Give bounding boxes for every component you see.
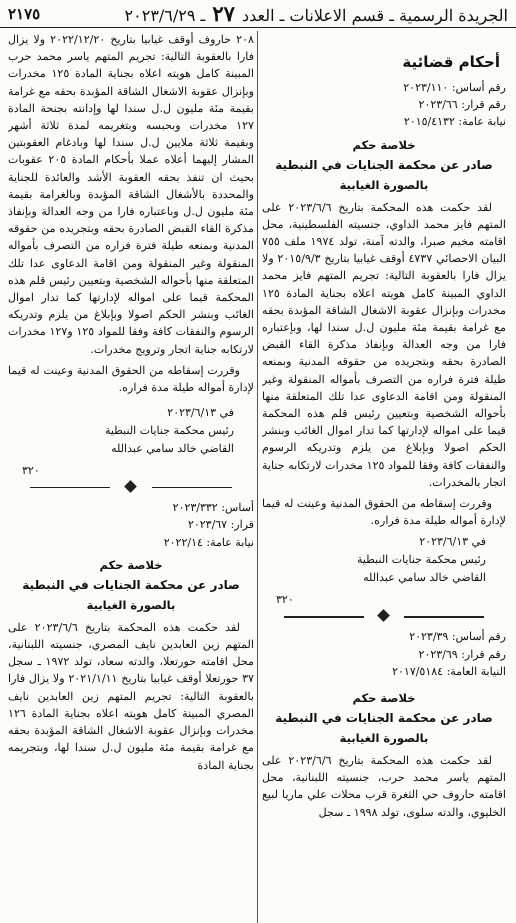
case1-heading-summary: خلاصة حكم [352,137,416,152]
case3-ref-number: ٣٢٠ [22,464,40,478]
header-title: الجريدة الرسمية ـ قسم الاعلانات ـ العدد [242,5,508,25]
case1-heading-mode: بالصورة الغيابية [339,177,429,192]
case1-date: في ٢٠٢٣/٦/١٣ [419,535,486,549]
case2-heading-mode: بالصورة الغيابية [86,597,176,612]
case3-date: في ٢٠٢٣/٦/١٣ [167,406,234,420]
case1-body: لقد حكمت هذه المحكمة بتاريخ ٢٠٢٣/٦/٦ على المتهم فايز محمد الداوي، جنسيته الفلسطينية، محل اقامته مخيم صبرا، والدته آمنة، تولد ١٩٧٤ ملف ٧٥٥ البيان الاحصائي ٤٧٣٧ أوقف غيابيا بتاريخ ٢٠١٥/٩/٣ ولا يزال فارا بالعقوبة التالية: تجريم المتهم فايز محمد الداوي المبينة كامل هويته اعلاه بجناية المادة ١٢٥ مخدرات وبإنزال عقوبة الاشغال الشاقة المؤبدة بحقه مع غرامة بقيمة مئة مليون ل.ل سندا لها، وبإعتباره فارا من وجه العدالة وبإنفاذ مذكرة القاء القبض الصادرة بحقه وبتجريده من حقوقه المدنية وبمنعه طيلة فترة فراره من التصرف بأمواله المنقولة وغير المنقولة ومن اقامة الدعاوى عدا تلك المتعلقة منها بأحواله الشخصية وبتعيين رئيس قلم هذه المحكمة قيما على امواله لإدارتها كما تدار اموال الغائب وبنشر الحكم اصولا وبإبلاغ من يلزم وتدريكه الرسوم والنفقات كافة وفقا للمواد ١٢٥ مخدرات لارتكابه جناية اتجار بالمخدرات. [262,200,506,489]
page-number: ٢١٧٥ [8,4,41,23]
page-header [0,0,516,28]
section-title: أحكام قضائية [402,53,500,71]
case3-decision: رقم قرار: ٢٠٢٣/٦٩ [418,647,506,661]
case2-prosecution: نيابة عامة: ٢٠٢٢/١٤ [163,535,254,549]
columns [0,31,516,923]
case1-signer-name: القاضي خالد سامي عبدالله [363,571,486,585]
case3-signer-name: القاضي خالد سامي عبدالله [111,442,234,456]
case2-basis: أساس: ٢٠٢٣/٣٣٢ [172,501,254,515]
case3-basis: رقم أساس: ٢٠٢٣/٣٩ [409,630,506,644]
case3-signer-title: رئيس محكمة جنايات النبطية [104,424,234,438]
case3-heading-mode: بالصورة الغيابية [339,731,429,746]
case2-meta [8,499,254,551]
case1-basis: رقم أساس: ٢٠٢٣/١١٠ [403,81,506,94]
case3-body: لقد حكمت هذه المحكمة بتاريخ ٢٠٢٣/٦/٦ على المتهم ياسر محمد حرب، جنسيته اللبنانية، محل اقامته حاروف حي الثغرة قرب محلات علي ماريا لبيع الخليوي، والدته سلوى، تولد ١٩٩٨ ـ سجل [262,754,506,819]
issue-number: ٢٧ [212,0,235,26]
case2-decision: قرار: ٢٠٢٣/٦٧ [187,518,254,532]
case3-prosecution: النيابة العامة: ٢٠١٧/٥١٨٤ [392,664,506,678]
case3-meta [262,628,506,680]
case1-ref-number: ٣٢٠ [276,593,294,607]
issue-date: ـ ٢٠٢٣/٦/٢٩ [124,5,206,25]
case3-continuation: ٢٠٨ حاروف أوقف غيابيا بتاريخ ٢٠٢٢/١٢/٢٠ ولا يزال فارا بالعقوبة التالية: تجريم المتهم ياسر محمد حرب المبينة كامل هويته اعلاه بجناية المادة ١٢٥ مخدرات وبإنزال عقوبة الاشغال الشاقة المؤبدة بحقه مع غرامة بقيمة مئة مليون ل.ل سندا لها وإدانته بجنحة المادة ١٢٧ مخدرات وبحبسه وبتغريمه لمدة ثلاثة أشهر وبقيمة ثلاثة ملايين ل.ل سندا لها وبادغام العقوبتين المشار إليهما أعلاه عملا بأحكام المادة ٢٠٥ عقوبات بحيث ان تنفذ بحقه العقوبة الأشد والعائدة للجناية والمحددة بالأشغال الشاقة المؤبدة وبالغرامة بقيمة مئة مليون ل.ل وباعتباره فارا من وجه العدالة وبإنفاذ مذكرة القاء القبض الصادرة بحقه وبتجريده من حقوقه المدنية وبمنعه طيلة فترة فراره من التصرف بأمواله المنقولة وغير المنقولة ومن اقامة الدعاوى عدا تلك المتعلقة منها بأحواله الشخصية وبتعيين رئيس قلم هذه المحكمة قيما على امواله لإدارتها كما تدار اموال الغائب وبنشر الحكم اصولا وبإبلاغ من يلزم وتدريكه الرسوم والنفقات كافة وفقا للمواد ١٢٥ و١٢٧ مخدرات لارتكابه جناية اتجار وترويج مخدرات. [8,33,254,356]
right-column [262,31,506,923]
case1-body-2: وقررت إسقاطه من الحقوق المدنية وعينت له قيما لإدارة أمواله طيلة مدة فراره. [262,497,506,528]
case1-meta [262,79,506,131]
case3-heading-court: صادر عن محكمة الجنايات في النبطية [275,711,493,726]
case1-decision: رقم قرار: ٢٠٢٣/٦٦ [418,98,506,112]
case2-heading-court: صادر عن محكمة الجنايات في النبطية [22,577,240,592]
case1-prosecution: نيابة عامة: ٢٠١٥/٤١٣٢ [403,115,506,129]
section-ornament [262,610,506,624]
case2-heading-summary: خلاصة حكم [99,557,163,572]
case3-heading-summary: خلاصة حكم [352,691,416,706]
case1-signer-title: رئيس محكمة جنايات النبطية [356,553,486,567]
case3-continuation-2: وقررت إسقاطه من الحقوق المدنية وعينت له قيما لإدارة أمواله طيلة مدة فراره. [8,363,254,395]
left-column [8,31,254,923]
header-title-group [124,0,508,26]
case1-heading-court: صادر عن محكمة الجنايات في النبطية [275,157,493,172]
section-ornament [8,481,254,495]
case2-body: لقد حكمت هذه المحكمة بتاريخ ٢٠٢٣/٦/٦ على المتهم زين العابدين نايف المصري، جنسيته اللبنانية، محل اقامته حورتعلا، والدته سعاد، تولد ١٩٧٢ ـ سجل ٣٧ حورتعلا أوقف غيابيا بتاريخ ٢٠٢١/١/١١ ولا يزال فارا بالعقوبة التالية: تجريم المتهم زين العابدين نايف المصري المبينة كامل هويته اعلاه بجناية المادة ١٢٦ مخدرات وبإنزال عقوبة الاشغال الشاقة المؤبدة بحقه مع غرامة بقيمة مئة مليون ل.ل سندا لها، وبتجريمه بجناية المادة [8,620,254,772]
